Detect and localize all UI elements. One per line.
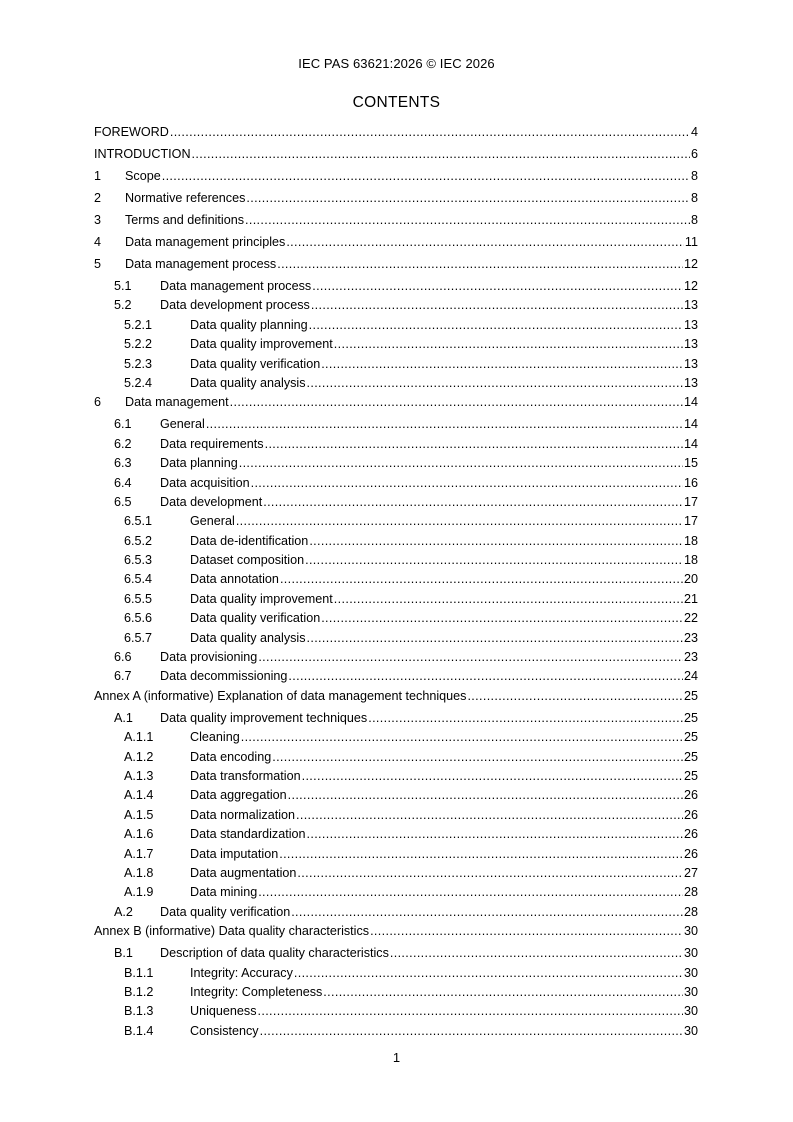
toc-entry-title: Data aggregation: [190, 788, 287, 803]
toc-entry-page: 13: [683, 356, 698, 371]
toc-entry-page: 21: [683, 591, 698, 606]
toc-entry[interactable]: [94, 552, 698, 568]
dot-leader: [246, 190, 690, 206]
toc-entry-title: Integrity: Completeness: [190, 984, 323, 999]
toc-entry-title: Data quality analysis: [190, 630, 306, 645]
toc-entry[interactable]: [94, 455, 698, 471]
dot-leader: [265, 436, 683, 452]
toc-entry[interactable]: [94, 1023, 698, 1039]
toc-entry-number: 6.4: [114, 475, 132, 490]
toc-entry-number: B.1.4: [124, 1023, 154, 1038]
toc-entry-number: 3: [94, 213, 102, 227]
toc-entry[interactable]: [94, 533, 698, 549]
toc-entry-page: 23: [683, 630, 698, 645]
toc-entry-number: 5.2.4: [124, 375, 153, 390]
toc-entry[interactable]: [94, 190, 698, 206]
toc-entry-page: 28: [683, 904, 698, 919]
toc-entry-page: 8: [690, 213, 698, 227]
toc-entry[interactable]: [94, 688, 698, 704]
toc-entry[interactable]: [94, 475, 698, 491]
toc-entry[interactable]: [94, 729, 698, 745]
toc-entry-title: Data management principles: [125, 235, 286, 249]
toc-entry[interactable]: [94, 571, 698, 587]
toc-entry-page: 16: [683, 475, 698, 490]
toc-entry-page: 30: [683, 946, 698, 961]
toc-entry-title: Data standardization: [190, 827, 306, 842]
toc-entry-number: A.1.2: [124, 749, 154, 764]
toc-entry[interactable]: [94, 965, 698, 981]
toc-entry-title: Data quality improvement: [190, 591, 333, 606]
dot-leader: [192, 146, 690, 162]
toc-entry[interactable]: [94, 494, 698, 510]
toc-entry[interactable]: [94, 278, 698, 294]
toc-entry-number: A.1.9: [124, 885, 154, 900]
toc-entry[interactable]: [94, 124, 698, 140]
dot-leader: [170, 124, 690, 140]
toc-entry[interactable]: [94, 945, 698, 961]
toc-entry-page: 18: [683, 553, 698, 568]
toc-entry-title: General: [190, 514, 235, 529]
toc-entry-page: 30: [683, 1004, 698, 1019]
toc-entry[interactable]: [94, 168, 698, 184]
toc-entry-number: 4: [94, 235, 102, 249]
toc-entry-title: Data quality improvement techniques: [160, 710, 368, 725]
toc-entry-page: 26: [683, 788, 698, 803]
dot-leader: [368, 710, 683, 726]
toc-entry-number: 1: [94, 169, 102, 183]
toc-entry[interactable]: [94, 768, 698, 784]
dot-leader: [291, 904, 683, 920]
toc-entry-page: 14: [683, 436, 698, 451]
dot-leader: [230, 394, 683, 410]
dot-leader: [305, 552, 683, 568]
toc-entry-title: Data development: [160, 494, 263, 509]
toc-entry-page: 30: [683, 1023, 698, 1038]
toc-entry-page: 20: [683, 572, 698, 587]
dot-leader: [260, 1023, 683, 1039]
toc-entry-title: Data planning: [160, 456, 238, 471]
toc-entry-title: Data quality planning: [190, 317, 308, 332]
toc-entry-number: 6.5.6: [124, 611, 153, 626]
toc-entry-title: Data augmentation: [190, 865, 297, 880]
toc-entry[interactable]: [94, 826, 698, 842]
toc-entry-page: 12: [683, 257, 698, 271]
toc-entry[interactable]: [94, 668, 698, 684]
toc-entry[interactable]: [94, 846, 698, 862]
dot-leader: [162, 168, 690, 184]
toc-entry-page: 26: [683, 827, 698, 842]
toc-entry-title: Data mining: [190, 885, 258, 900]
toc-entry-page: 28: [683, 885, 698, 900]
toc-entry-page: 15: [683, 456, 698, 471]
dot-leader: [241, 729, 683, 745]
toc-entry-number: A.1.3: [124, 768, 154, 783]
toc-entry-title: Data decommissioning: [160, 669, 288, 684]
contents-title: CONTENTS: [352, 94, 441, 111]
toc-entry-page: 25: [683, 730, 698, 745]
toc-entry-title: Cleaning: [190, 730, 240, 745]
toc-entry-number: 6: [94, 395, 102, 410]
dot-leader: [302, 768, 683, 784]
toc-entry-number: A.1.8: [124, 865, 154, 880]
toc-entry-number: 6.5.5: [124, 591, 153, 606]
toc-entry-title: Data management process: [160, 279, 312, 293]
toc-entry[interactable]: [94, 375, 698, 391]
toc-entry[interactable]: [94, 865, 698, 881]
toc-entry-page: 22: [683, 611, 698, 626]
dot-leader: [323, 984, 683, 1000]
toc-entry-number: A.2: [114, 904, 133, 919]
toc-entry-number: A.1.1: [124, 730, 154, 745]
toc-entry-page: 26: [683, 846, 698, 861]
toc-entry-title: Annex A (informative) Explanation of data management techniques: [94, 688, 467, 703]
dot-leader: [309, 317, 683, 333]
toc-entry-page: 18: [683, 533, 698, 548]
dot-leader: [258, 649, 683, 665]
toc-entry-title: Data transformation: [190, 768, 301, 783]
toc-entry-title: Dataset composition: [190, 553, 305, 568]
dot-leader: [279, 846, 683, 862]
toc-entry[interactable]: [94, 1003, 698, 1019]
toc-entry-title: INTRODUCTION: [94, 147, 191, 161]
toc-entry-number: A.1.7: [124, 846, 154, 861]
dot-leader: [334, 336, 683, 352]
dot-leader: [311, 297, 683, 313]
toc-entry[interactable]: [94, 394, 698, 410]
page-number: 1: [392, 1050, 401, 1065]
toc-entry-number: 6.5.3: [124, 553, 153, 568]
toc-entry-title: FOREWORD: [94, 125, 169, 139]
toc-entry-page: 30: [683, 924, 698, 939]
table-of-contents: [94, 124, 698, 1039]
toc-entry-number: 5.1: [114, 279, 132, 293]
toc-entry-number: B.1.1: [124, 965, 154, 980]
dot-leader: [280, 571, 683, 587]
toc-entry-page: 25: [683, 768, 698, 783]
dot-leader: [334, 591, 683, 607]
toc-entry-page: 8: [690, 169, 698, 183]
toc-entry-page: 12: [683, 279, 698, 293]
toc-entry-number: 6.1: [114, 417, 132, 432]
toc-entry-page: 25: [683, 749, 698, 764]
dot-leader: [245, 212, 690, 228]
toc-entry[interactable]: [94, 146, 698, 162]
toc-entry-title: Data annotation: [190, 572, 279, 587]
toc-entry[interactable]: [94, 436, 698, 452]
toc-entry-page: 17: [683, 494, 698, 509]
toc-entry[interactable]: [94, 336, 698, 352]
toc-entry-number: 6.7: [114, 669, 132, 684]
toc-entry-page: 13: [683, 375, 698, 390]
dot-leader: [258, 1003, 683, 1019]
toc-entry[interactable]: [94, 212, 698, 228]
toc-entry-page: 13: [683, 298, 698, 313]
toc-entry-page: 30: [683, 984, 698, 999]
dot-leader: [272, 749, 683, 765]
toc-entry-number: A.1.5: [124, 807, 154, 822]
toc-entry-title: Data de-identification: [190, 533, 309, 548]
toc-entry-title: Consistency: [190, 1023, 259, 1038]
toc-entry-title: Data management: [125, 395, 229, 410]
dot-leader: [297, 865, 683, 881]
toc-entry-title: Data management process: [125, 257, 277, 271]
toc-entry[interactable]: [94, 513, 698, 529]
toc-entry[interactable]: [94, 297, 698, 313]
toc-entry[interactable]: [94, 317, 698, 333]
dot-leader: [286, 234, 684, 250]
toc-entry[interactable]: [94, 416, 698, 432]
toc-entry-title: Uniqueness: [190, 1004, 257, 1019]
toc-entry-title: Description of data quality characteristics: [160, 946, 389, 961]
dot-leader: [258, 884, 683, 900]
running-header: IEC PAS 63621:2026 © IEC 2026: [298, 56, 495, 71]
toc-entry-page: 24: [683, 669, 698, 684]
dot-leader: [294, 965, 683, 981]
toc-entry-page: 25: [683, 710, 698, 725]
toc-entry-page: 4: [690, 125, 698, 139]
toc-entry[interactable]: [94, 984, 698, 1000]
toc-entry-number: A.1.4: [124, 788, 154, 803]
dot-leader: [307, 630, 683, 646]
toc-entry-number: B.1.3: [124, 1004, 154, 1019]
toc-entry-number: 6.5.4: [124, 572, 153, 587]
toc-entry-page: 23: [683, 650, 698, 665]
toc-entry-page: 26: [683, 807, 698, 822]
toc-entry-number: B.1.2: [124, 984, 154, 999]
toc-entry-page: 17: [683, 514, 698, 529]
toc-entry-number: 6.3: [114, 456, 132, 471]
toc-entry-title: Normative references: [125, 191, 246, 205]
dot-leader: [277, 256, 683, 272]
dot-leader: [236, 513, 683, 529]
toc-entry-title: Data provisioning: [160, 650, 258, 665]
toc-entry-number: 6.5: [114, 494, 132, 509]
dot-leader: [370, 923, 683, 939]
dot-leader: [251, 475, 683, 491]
toc-entry[interactable]: [94, 807, 698, 823]
toc-entry[interactable]: [94, 923, 698, 939]
toc-entry-page: 13: [683, 317, 698, 332]
dot-leader: [321, 610, 683, 626]
toc-entry-title: Data requirements: [160, 436, 264, 451]
toc-entry-title: Data normalization: [190, 807, 295, 822]
toc-entry[interactable]: [94, 710, 698, 726]
toc-entry[interactable]: [94, 234, 698, 250]
toc-entry-title: Integrity: Accuracy: [190, 965, 293, 980]
dot-leader: [296, 807, 683, 823]
toc-entry-number: 6.5.2: [124, 533, 153, 548]
toc-entry-title: Data acquisition: [160, 475, 250, 490]
toc-entry-page: 14: [683, 395, 698, 410]
toc-entry[interactable]: [94, 610, 698, 626]
toc-entry-title: Data quality verification: [190, 611, 321, 626]
toc-entry-number: A.1: [114, 710, 133, 725]
toc-entry[interactable]: [94, 649, 698, 665]
dot-leader: [263, 494, 683, 510]
toc-entry-page: 25: [683, 688, 698, 703]
toc-entry-page: 14: [683, 417, 698, 432]
toc-entry[interactable]: [94, 904, 698, 920]
dot-leader: [312, 278, 683, 294]
toc-entry-number: B.1: [114, 946, 133, 961]
toc-entry-number: 6.5.7: [124, 630, 153, 645]
toc-entry-number: 5: [94, 257, 102, 271]
toc-entry[interactable]: [94, 256, 698, 272]
toc-entry-number: 2: [94, 191, 102, 205]
dot-leader: [288, 787, 683, 803]
toc-entry-page: 30: [683, 965, 698, 980]
dot-leader: [307, 826, 683, 842]
toc-entry-title: Data encoding: [190, 749, 272, 764]
toc-entry-number: 6.2: [114, 436, 132, 451]
toc-entry-title: Data quality analysis: [190, 375, 306, 390]
dot-leader: [390, 945, 683, 961]
toc-entry-title: Data development process: [160, 298, 310, 313]
toc-entry-number: 5.2.1: [124, 317, 153, 332]
toc-entry-title: Data quality improvement: [190, 337, 333, 352]
toc-entry-title: Annex B (informative) Data quality characteristics: [94, 924, 370, 939]
toc-entry-title: Data imputation: [190, 846, 279, 861]
toc-entry-page: 6: [690, 147, 698, 161]
toc-entry-title: Terms and definitions: [125, 213, 245, 227]
dot-leader: [309, 533, 683, 549]
toc-entry[interactable]: [94, 630, 698, 646]
toc-entry-number: 6.6: [114, 650, 132, 665]
toc-entry-page: 27: [683, 865, 698, 880]
dot-leader: [321, 356, 683, 372]
toc-entry-number: 5.2.3: [124, 356, 153, 371]
toc-entry-title: Scope: [125, 169, 161, 183]
toc-entry-number: 5.2.2: [124, 337, 153, 352]
toc-entry-page: 13: [683, 337, 698, 352]
dot-leader: [307, 375, 683, 391]
toc-entry-title: Data quality verification: [190, 356, 321, 371]
toc-entry-page: 8: [690, 191, 698, 205]
toc-entry-page: 11: [684, 235, 698, 249]
toc-entry-title: Data quality verification: [160, 904, 291, 919]
toc-entry[interactable]: [94, 591, 698, 607]
dot-leader: [467, 688, 683, 704]
toc-entry[interactable]: [94, 884, 698, 900]
dot-leader: [239, 455, 683, 471]
toc-entry[interactable]: [94, 356, 698, 372]
toc-entry[interactable]: [94, 749, 698, 765]
toc-entry-number: 6.5.1: [124, 514, 153, 529]
toc-entry-number: A.1.6: [124, 827, 154, 842]
toc-entry[interactable]: [94, 787, 698, 803]
toc-entry-title: General: [160, 417, 205, 432]
dot-leader: [288, 668, 683, 684]
toc-entry-number: 5.2: [114, 298, 132, 313]
dot-leader: [206, 416, 683, 432]
